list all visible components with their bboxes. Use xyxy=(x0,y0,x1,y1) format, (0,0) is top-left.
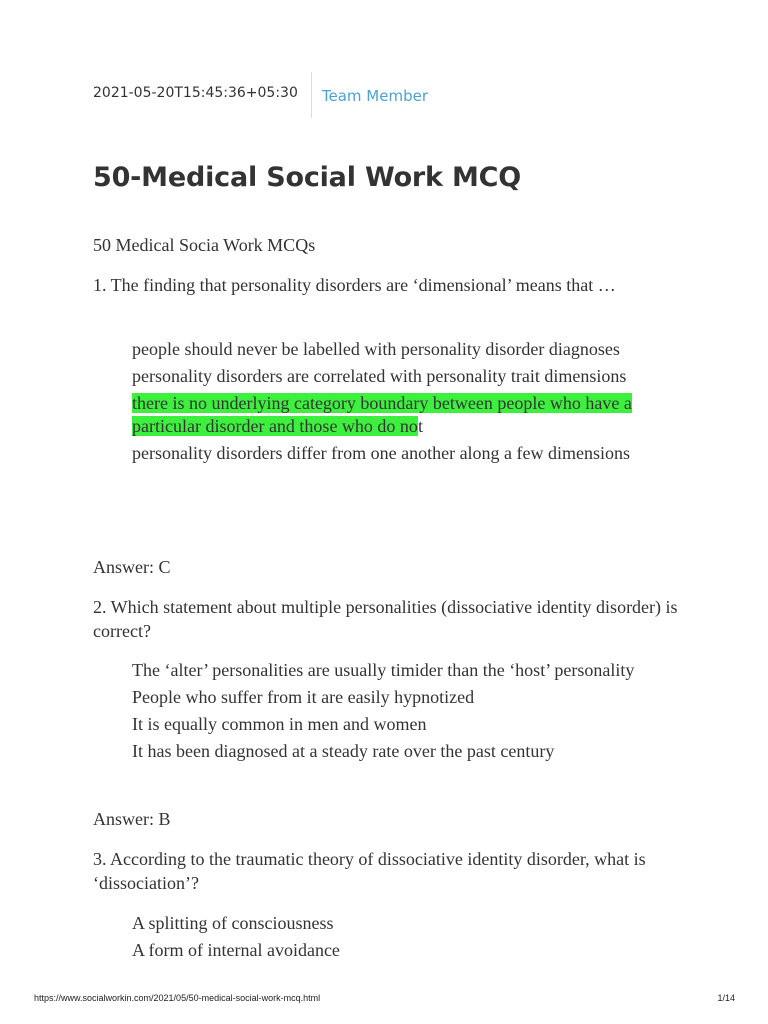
question-1-options xyxy=(132,338,652,469)
author-link[interactable]: Team Member xyxy=(321,87,428,105)
question-3-text: 3. According to the traumatic theory of dissociative identity disorder, what is ‘dissociation’? xyxy=(93,849,646,893)
post-meta xyxy=(93,84,428,116)
footer-url[interactable]: https://www.socialworkin.com/2021/05/50-medical-social-work-mcq.html xyxy=(34,993,321,1003)
question-2-answer: Answer: B xyxy=(93,809,171,829)
question-2-options xyxy=(132,659,652,767)
question-1-option-c xyxy=(132,392,652,438)
intro-text: 50 Medical Socia Work MCQs xyxy=(93,235,316,255)
page-title: 50-Medical Social Work MCQ xyxy=(93,162,522,193)
question-2-option-d: It has been diagnosed at a steady rate over the past century xyxy=(132,741,555,761)
highlighted-answer: there is no underlying category boundary between people who have a particular disorder and those who do no xyxy=(132,393,632,436)
question-2-option-a: The ‘alter’ personalities are usually timider than the ‘host’ personality xyxy=(132,660,635,680)
question-3-options xyxy=(132,912,652,966)
highlighted-answer-tail: t xyxy=(417,416,423,436)
question-3-option-a: A splitting of consciousness xyxy=(132,913,334,933)
page-number: 1/14 xyxy=(717,993,735,1003)
post-date: 2021-05-20T15:45:36+05:30 xyxy=(93,85,298,101)
question-1-option-d: personality disorders differ from one another along a few dimensions xyxy=(132,443,631,463)
question-3-option-b: A form of internal avoidance xyxy=(132,940,340,960)
question-2-text: 2. Which statement about multiple personalities (dissociative identity disorder) is correct? xyxy=(93,597,678,641)
question-1-option-b: personality disorders are correlated with personality trait dimensions xyxy=(132,366,627,386)
question-1-answer: Answer: C xyxy=(93,557,171,577)
question-1-option-a: people should never be labelled with personality disorder diagnoses xyxy=(132,339,620,359)
question-2-option-b: People who suffer from it are easily hypnotized xyxy=(132,687,475,707)
question-2-option-c: It is equally common in men and women xyxy=(132,714,427,734)
meta-divider xyxy=(311,72,312,118)
question-1-text: 1. The finding that personality disorders are ‘dimensional’ means that … xyxy=(93,275,616,295)
